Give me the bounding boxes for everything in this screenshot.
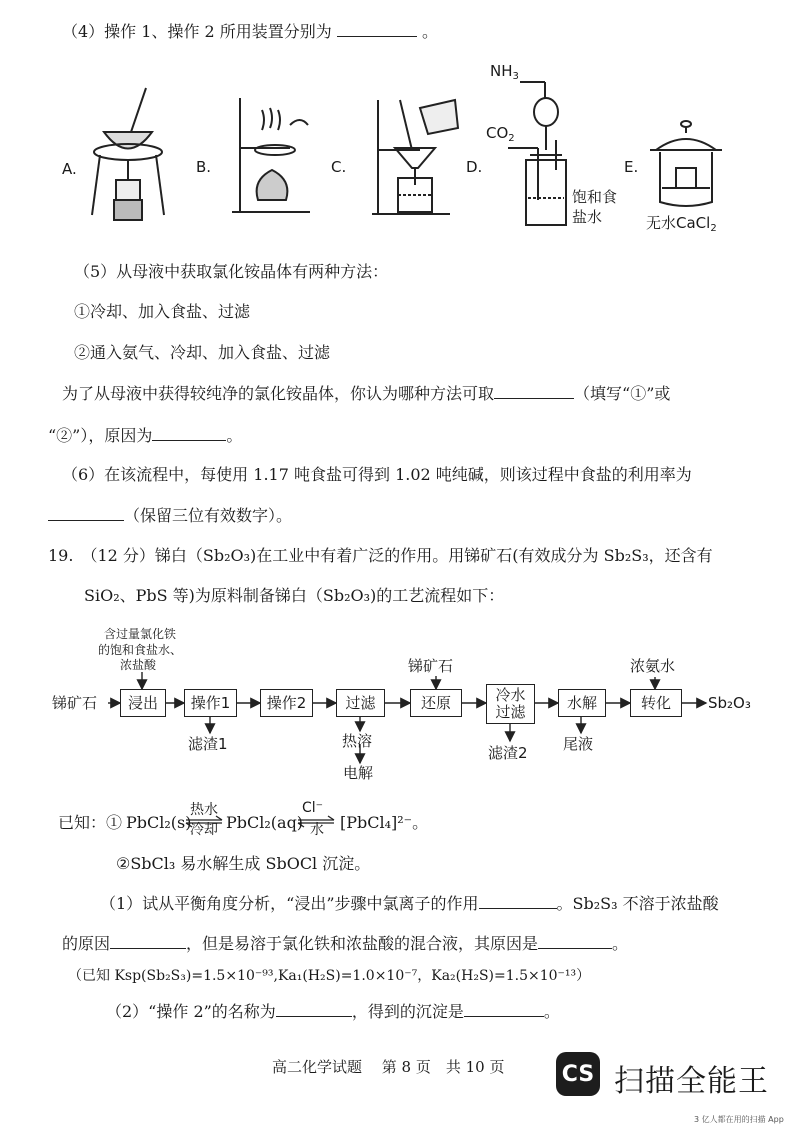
- q5-method-1: ①冷却、加入食盐、过滤: [74, 302, 251, 321]
- flow-product: Sb₂O₃: [708, 694, 751, 712]
- flow-step-reduce: 还原: [410, 689, 462, 717]
- brine-label-1: 饱和食: [572, 188, 618, 206]
- apparatus-c-label: C.: [331, 158, 347, 176]
- co2-label: $CO_2$: [486, 124, 515, 144]
- flow-step-convert: 转化: [630, 689, 682, 717]
- apparatus-a-label: A.: [62, 160, 77, 178]
- nh3-label: $NH_3$: [490, 62, 519, 82]
- cacl2-label: 无水CaCl$_2$: [646, 214, 717, 234]
- flow-step-filter: 过滤: [336, 689, 385, 717]
- flow-start: 锑矿石: [52, 694, 98, 712]
- known-under-2: 水: [310, 822, 324, 838]
- camscanner-tagline: 3 亿人都在用的扫描 App: [694, 1115, 784, 1124]
- p1-line1: （1）试从平衡角度分析，“浸出”步骤中氯离子的作用 。Sb₂S₃ 不溶于浓盐酸: [100, 894, 719, 913]
- flow-residue-1: 滤渣1: [188, 735, 228, 753]
- q5-ask-line2: “②”），原因为 。: [48, 426, 243, 445]
- q19-line2: SiO₂、PbS 等)为原料制备锑白（Sb₂O₃)的工艺流程如下：: [84, 586, 505, 605]
- flow-step-op1: 操作1: [184, 689, 237, 717]
- p1-insoluble-reason-blank[interactable]: [110, 934, 186, 949]
- known-prefix: 已知：①: [58, 813, 123, 832]
- flow-hot-dissolve: 热溶: [342, 732, 373, 750]
- camscanner-name: 扫描全能王: [614, 1064, 769, 1099]
- brine-label-2: 盐水: [572, 208, 603, 226]
- flow-ammonia: 浓氨水: [630, 657, 676, 675]
- q6-line2: （保留三位有效数字）。: [48, 506, 292, 526]
- known-over-2: Cl⁻: [302, 800, 324, 816]
- p2-operation-blank[interactable]: [276, 1002, 352, 1017]
- flow-reagent-3: 浓盐酸: [120, 658, 157, 672]
- flow-step-op2: 操作2: [260, 689, 313, 717]
- flow-ore-2: 锑矿石: [408, 657, 454, 675]
- p1-chloride-role-blank[interactable]: [479, 894, 557, 909]
- apparatus-e-label: E.: [624, 158, 639, 176]
- flow-electrolysis: 电解: [343, 764, 374, 782]
- p2-precipitate-blank[interactable]: [464, 1002, 544, 1017]
- flow-reagent-2: 的饱和食盐水、: [98, 643, 183, 657]
- p2-line: （2）“操作 2”的名称为 ，得到的沉淀是 。: [106, 1002, 560, 1021]
- known-item-2: ②SbCl₃ 易水解生成 SbOCl 沉淀。: [116, 854, 371, 873]
- q5-method-2: ②通入氨气、冷却、加入食盐、过滤: [74, 343, 331, 362]
- q6-line1: （6）在该流程中，每使用 1.17 吨食盐可得到 1.02 吨纯碱，则该过程中食盐的利用率为: [62, 465, 692, 484]
- flow-step-leach: 浸出: [120, 689, 166, 717]
- q5-intro: （5）从母液中获取氯化铵晶体有两种方法：: [74, 262, 389, 281]
- p1-ksp-note: （已知 Ksp(Sb₂S₃)=1.5×10⁻⁹³,Ka₁(H₂S)=1.0×10⁻⁷，Ka₂(H₂S)=1.5×10⁻¹³）: [68, 968, 591, 984]
- known-pbcl2-s: PbCl₂(s): [126, 813, 192, 832]
- page-footer: 高二化学试题 第 8 页 共 10 页: [272, 1058, 505, 1076]
- flow-waste-liquid: 尾液: [563, 735, 594, 753]
- q19-line1: 19. （12 分）锑白（Sb₂O₃)在工业中有着广泛的作用。用锑矿石(有效成分为 Sb₂S₃，还含有: [48, 546, 713, 565]
- known-over-1: 热水: [190, 802, 218, 818]
- flow-step-cold-filter: 冷水 过滤: [486, 684, 535, 724]
- apparatus-b-label: B.: [196, 158, 212, 176]
- known-pbcl2-aq: PbCl₂(aq): [226, 813, 304, 832]
- flow-reagent-1: 含过量氯化铁: [104, 627, 177, 641]
- p1-soluble-reason-blank[interactable]: [538, 934, 612, 949]
- flow-step-hydrolysis: 水解: [558, 689, 606, 717]
- p1-line2: 的原因 ，但是易溶于氯化铁和浓盐酸的混合液，其原因是 。: [62, 934, 629, 953]
- q4-prompt: （4）操作 1、操作 2 所用装置分别为 。: [62, 22, 439, 41]
- camscanner-logo: CS: [556, 1052, 600, 1096]
- known-under-1: 冷却: [190, 822, 218, 838]
- flow-residue-2: 滤渣2: [488, 744, 528, 762]
- known-pbcl4: [PbCl₄]²⁻。: [340, 813, 429, 832]
- q5-ask-line1: 为了从母液中获得较纯净的氯化铵晶体，你认为哪种方法可取 （填写“①”或: [62, 384, 671, 403]
- apparatus-d-label: D.: [466, 158, 483, 176]
